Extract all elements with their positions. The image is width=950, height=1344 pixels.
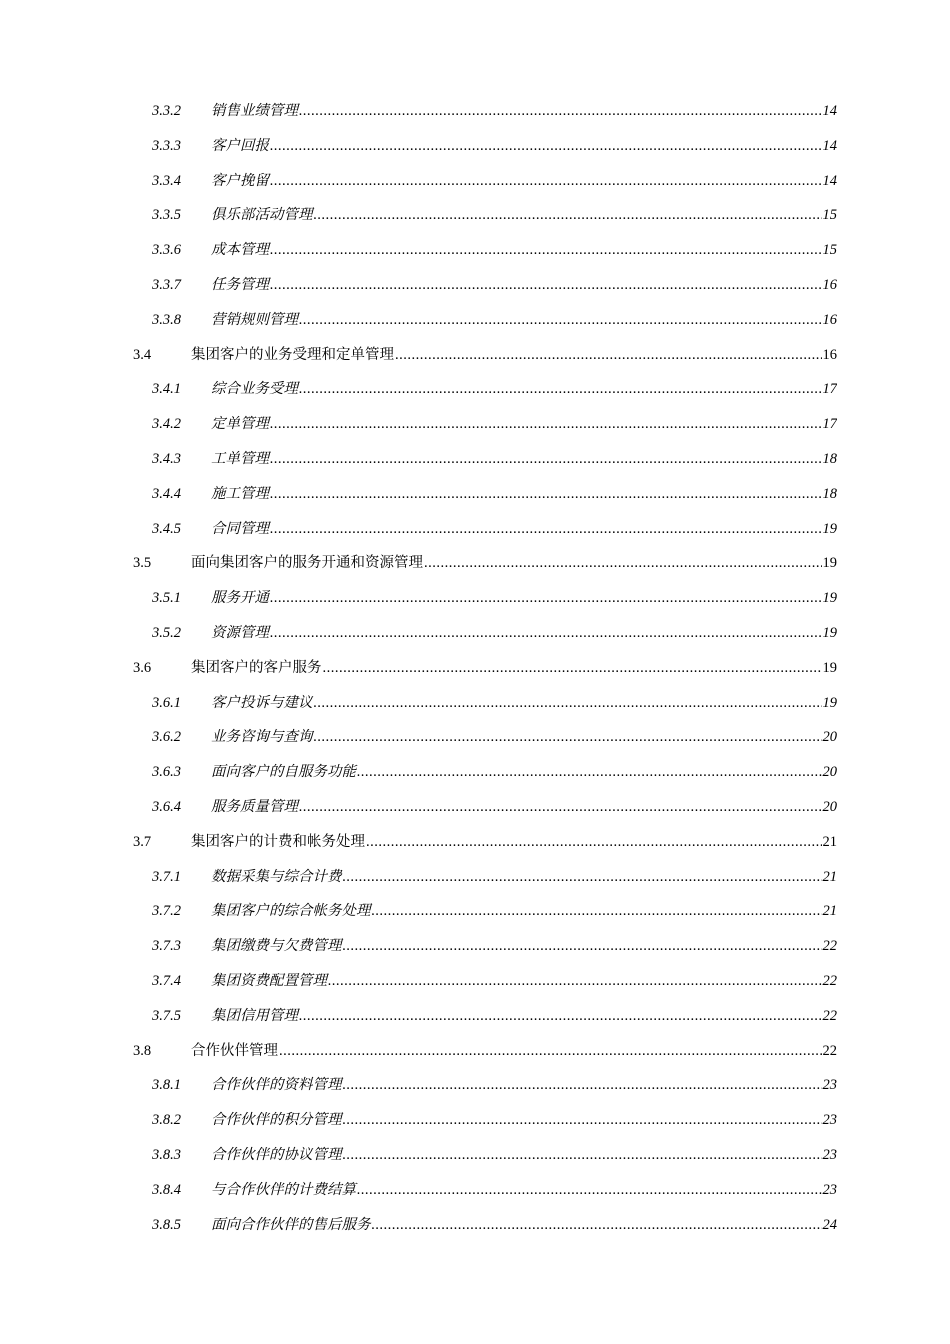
toc-entry-number: 3.6.3 <box>152 764 181 781</box>
toc-entry-number: 3.8.5 <box>152 1216 181 1233</box>
toc-entry-page: 19 <box>822 624 837 641</box>
toc-entry-title: 资源管理 <box>211 624 269 641</box>
toc-entry-title: 客户投诉与建议 <box>211 694 313 711</box>
toc-entry[interactable] <box>0 268 950 303</box>
dot-leader <box>270 477 822 512</box>
toc-entry-title: 服务开通 <box>211 590 269 607</box>
dot-leader <box>372 1208 822 1243</box>
toc-entry-title: 俱乐部活动管理 <box>211 207 313 224</box>
toc-entry-page: 21 <box>822 903 837 920</box>
toc-entry-number: 3.8.1 <box>152 1077 181 1094</box>
toc-entry-number: 3.6.4 <box>152 798 181 815</box>
toc-entry-page: 16 <box>822 311 837 328</box>
toc-entry[interactable] <box>0 512 950 547</box>
toc-entry[interactable] <box>0 825 950 860</box>
toc-entry[interactable] <box>0 790 950 825</box>
toc-entry-number: 3.8.3 <box>152 1146 181 1163</box>
toc-entry[interactable] <box>0 407 950 442</box>
toc-entry-title: 面向客户的自服务功能 <box>211 764 356 781</box>
toc-entry-title: 成本管理 <box>211 242 269 259</box>
toc-entry-title: 施工管理 <box>211 485 269 502</box>
dot-leader <box>343 929 822 964</box>
toc-entry-page: 23 <box>822 1146 837 1163</box>
toc-entry-page: 22 <box>822 1042 837 1059</box>
toc-entry-page: 18 <box>822 450 837 467</box>
toc-entry-title: 数据采集与综合计费 <box>211 868 342 885</box>
dot-leader <box>314 686 822 721</box>
toc-entry-page: 15 <box>822 207 837 224</box>
toc-entry[interactable] <box>0 546 950 581</box>
toc-entry-page: 19 <box>822 520 837 537</box>
toc-entry-number: 3.4.4 <box>152 485 181 502</box>
toc-entry-number: 3.4 <box>133 346 152 363</box>
dot-leader <box>343 1068 822 1103</box>
toc-entry-title: 合同管理 <box>211 520 269 537</box>
toc-entry-title: 业务咨询与查询 <box>211 729 313 746</box>
toc-entry[interactable] <box>0 1034 950 1069</box>
toc-entry[interactable] <box>0 372 950 407</box>
dot-leader <box>343 1103 822 1138</box>
toc-entry-page: 18 <box>822 485 837 502</box>
toc-entry[interactable] <box>0 929 950 964</box>
toc-entry-page: 22 <box>822 938 837 955</box>
dot-leader <box>279 1034 822 1069</box>
toc-entry-page: 19 <box>822 590 837 607</box>
dot-leader <box>314 198 822 233</box>
toc-entry[interactable] <box>0 1103 950 1138</box>
dot-leader <box>299 94 822 129</box>
dot-leader <box>270 512 822 547</box>
toc-entry-page: 16 <box>822 346 837 363</box>
toc-entry-page: 22 <box>822 1007 837 1024</box>
dot-leader <box>270 581 822 616</box>
toc-entry[interactable] <box>0 964 950 999</box>
dot-leader <box>270 616 822 651</box>
toc-entry-title: 集团资费配置管理 <box>211 972 327 989</box>
dot-leader <box>343 860 822 895</box>
toc-entry-number: 3.7.5 <box>152 1007 181 1024</box>
toc-entry-number: 3.3.6 <box>152 242 181 259</box>
dot-leader <box>270 407 822 442</box>
toc-entry[interactable] <box>0 477 950 512</box>
dot-leader <box>299 999 822 1034</box>
toc-entry-page: 14 <box>822 172 837 189</box>
toc-entry-number: 3.4.1 <box>152 381 181 398</box>
toc-entry-title: 客户回报 <box>211 137 269 154</box>
toc-entry-number: 3.3.2 <box>152 103 181 119</box>
toc-entry-title: 面向合作伙伴的售后服务 <box>211 1216 371 1233</box>
dot-leader <box>270 129 822 164</box>
toc-entry-title: 集团缴费与欠费管理 <box>211 938 342 955</box>
dot-leader <box>366 825 822 860</box>
toc-entry-number: 3.8.2 <box>152 1112 181 1129</box>
toc-entry-page: 17 <box>822 381 837 398</box>
toc-entry-page: 14 <box>822 137 837 154</box>
dot-leader <box>328 964 822 999</box>
toc-entry-number: 3.5.2 <box>152 624 181 641</box>
toc-entry-title: 集团客户的综合帐务处理 <box>211 903 371 920</box>
toc-entry-page: 15 <box>822 242 837 259</box>
toc-entry-number: 3.3.4 <box>152 172 181 189</box>
toc-entry-number: 3.7.1 <box>152 868 181 885</box>
toc-entry-number: 3.4.5 <box>152 520 181 537</box>
toc-entry-page: 21 <box>822 868 837 885</box>
toc-entry[interactable] <box>0 1068 950 1103</box>
toc-entry-title: 合作伙伴的协议管理 <box>211 1146 342 1163</box>
toc-entry-title: 与合作伙伴的计费结算 <box>211 1181 356 1198</box>
toc-entry-title: 定单管理 <box>211 416 269 433</box>
dot-leader <box>323 651 822 686</box>
toc-entry-title: 销售业绩管理 <box>211 103 298 119</box>
table-of-contents <box>0 94 950 1242</box>
toc-entry[interactable] <box>0 894 950 929</box>
toc-entry[interactable] <box>0 94 950 129</box>
toc-entry-number: 3.6.2 <box>152 729 181 746</box>
toc-entry-page: 20 <box>822 798 837 815</box>
toc-entry-title: 集团信用管理 <box>211 1007 298 1024</box>
dot-leader <box>343 1138 822 1173</box>
dot-leader <box>299 790 822 825</box>
toc-entry[interactable] <box>0 999 950 1034</box>
toc-entry-number: 3.6 <box>133 659 152 676</box>
toc-entry[interactable] <box>0 338 950 373</box>
toc-entry-title: 营销规则管理 <box>211 311 298 328</box>
toc-entry[interactable] <box>0 129 950 164</box>
toc-entry-title: 任务管理 <box>211 276 269 293</box>
toc-entry-number: 3.7.4 <box>152 972 181 989</box>
dot-leader <box>270 233 822 268</box>
toc-entry-page: 14 <box>822 103 837 119</box>
dot-leader <box>395 338 822 373</box>
toc-entry-page: 16 <box>822 276 837 293</box>
dot-leader <box>357 1173 822 1208</box>
toc-entry-page: 19 <box>822 694 837 711</box>
dot-leader <box>357 755 822 790</box>
toc-entry-page: 23 <box>822 1112 837 1129</box>
toc-entry[interactable] <box>0 720 950 755</box>
toc-entry[interactable] <box>0 1208 950 1243</box>
toc-entry-number: 3.3.8 <box>152 311 181 328</box>
toc-entry-title: 集团客户的计费和帐务处理 <box>191 833 365 850</box>
toc-entry-title: 合作伙伴的积分管理 <box>211 1112 342 1129</box>
toc-entry-page: 17 <box>822 416 837 433</box>
toc-entry-title: 集团客户的客户服务 <box>191 659 322 676</box>
toc-entry-number: 3.7 <box>133 833 152 850</box>
toc-entry-number: 3.7.3 <box>152 938 181 955</box>
toc-entry-number: 3.3.3 <box>152 137 181 154</box>
toc-entry-number: 3.5.1 <box>152 590 181 607</box>
toc-entry[interactable] <box>0 233 950 268</box>
toc-entry[interactable] <box>0 616 950 651</box>
toc-entry-page: 23 <box>822 1181 837 1198</box>
toc-entry-number: 3.5 <box>133 555 152 572</box>
toc-entry-page: 20 <box>822 729 837 746</box>
toc-entry-number: 3.8 <box>133 1042 152 1059</box>
toc-entry-title: 工单管理 <box>211 450 269 467</box>
toc-entry-page: 21 <box>822 833 837 850</box>
toc-entry[interactable] <box>0 686 950 721</box>
dot-leader <box>372 894 822 929</box>
toc-entry-page: 19 <box>822 659 837 676</box>
toc-entry-page: 24 <box>822 1216 837 1233</box>
toc-entry-number: 3.7.2 <box>152 903 181 920</box>
toc-entry-number: 3.4.3 <box>152 450 181 467</box>
toc-entry-page: 23 <box>822 1077 837 1094</box>
toc-entry-number: 3.4.2 <box>152 416 181 433</box>
toc-entry-number: 3.8.4 <box>152 1181 181 1198</box>
dot-leader <box>314 720 822 755</box>
toc-entry-title: 面向集团客户的服务开通和资源管理 <box>191 555 423 572</box>
toc-entry[interactable] <box>0 860 950 895</box>
toc-entry[interactable] <box>0 581 950 616</box>
toc-entry-title: 合作伙伴的资料管理 <box>211 1077 342 1094</box>
toc-entry-number: 3.3.5 <box>152 207 181 224</box>
dot-leader <box>270 164 822 199</box>
toc-entry-number: 3.6.1 <box>152 694 181 711</box>
toc-entry[interactable] <box>0 1138 950 1173</box>
toc-entry[interactable] <box>0 442 950 477</box>
toc-entry-title: 合作伙伴管理 <box>191 1042 278 1059</box>
toc-entry[interactable] <box>0 164 950 199</box>
toc-entry-page: 19 <box>822 555 837 572</box>
toc-entry[interactable] <box>0 651 950 686</box>
toc-entry-title: 综合业务受理 <box>211 381 298 398</box>
toc-entry-page: 22 <box>822 972 837 989</box>
toc-entry-title: 服务质量管理 <box>211 798 298 815</box>
toc-entry-page: 20 <box>822 764 837 781</box>
dot-leader <box>299 303 822 338</box>
toc-entry[interactable] <box>0 1173 950 1208</box>
toc-entry[interactable] <box>0 198 950 233</box>
toc-entry-title: 集团客户的业务受理和定单管理 <box>191 346 394 363</box>
dot-leader <box>270 268 822 303</box>
dot-leader <box>424 546 822 581</box>
toc-entry[interactable] <box>0 755 950 790</box>
dot-leader <box>299 372 822 407</box>
toc-entry-number: 3.3.7 <box>152 276 181 293</box>
toc-entry[interactable] <box>0 303 950 338</box>
dot-leader <box>270 442 822 477</box>
toc-entry-title: 客户挽留 <box>211 172 269 189</box>
